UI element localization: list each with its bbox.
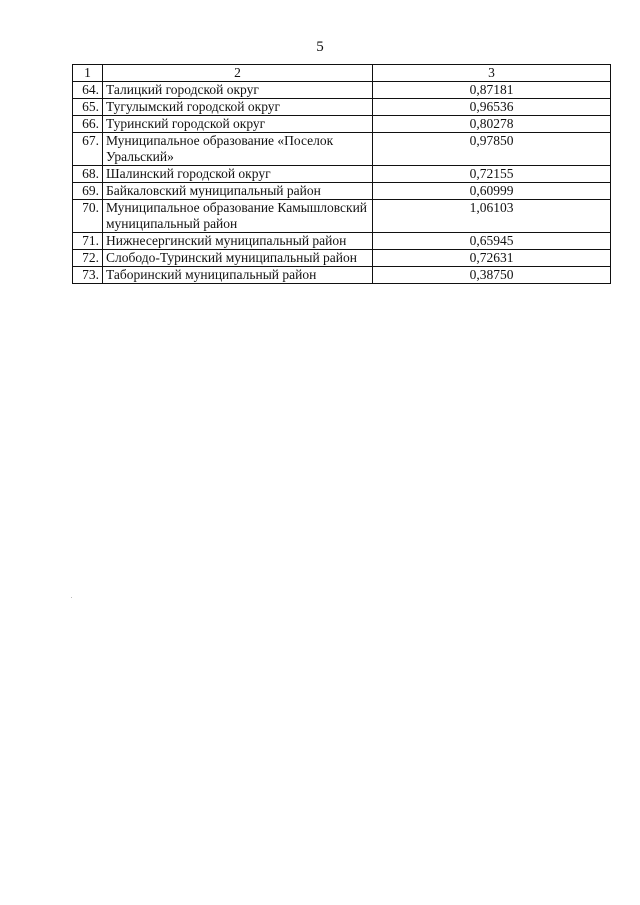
table-row: [73, 99, 611, 116]
table-header-row: [73, 65, 611, 82]
coefficient-value: 0,87181: [373, 82, 611, 99]
coefficient-value: 0,97850: [373, 133, 611, 166]
row-number: 66.: [73, 116, 103, 133]
coefficient-value: 1,06103: [373, 200, 611, 233]
municipality-name: Байкаловский муниципальный район: [103, 183, 373, 200]
coefficient-value: 0,80278: [373, 116, 611, 133]
municipality-name: Таборинский муниципальный район: [103, 267, 373, 284]
municipality-name: Шалинский городской округ: [103, 166, 373, 183]
row-number: 70.: [73, 200, 103, 233]
data-table: [72, 64, 611, 284]
table-row: [73, 82, 611, 99]
table-row: [73, 116, 611, 133]
column-header-2: 2: [103, 65, 373, 82]
coefficient-value: 0,60999: [373, 183, 611, 200]
row-number: 64.: [73, 82, 103, 99]
page-number: 5: [316, 39, 324, 55]
municipality-name: Муниципальное образование Камышловский муниципальный район: [103, 200, 373, 233]
coefficient-value: 0,72631: [373, 250, 611, 267]
row-number: 72.: [73, 250, 103, 267]
column-header-1: 1: [73, 65, 103, 82]
row-number: 67.: [73, 133, 103, 166]
table-row: [73, 166, 611, 183]
municipality-name: Слободо-Туринский муниципальный район: [103, 250, 373, 267]
row-number: 68.: [73, 166, 103, 183]
municipality-name: Талицкий городской округ: [103, 82, 373, 99]
table-row: [73, 233, 611, 250]
row-number: 69.: [73, 183, 103, 200]
coefficient-value: 0,96536: [373, 99, 611, 116]
column-header-3: 3: [373, 65, 611, 82]
row-number: 65.: [73, 99, 103, 116]
coefficient-value: 0,65945: [373, 233, 611, 250]
row-number: 73.: [73, 267, 103, 284]
municipality-name: Туринский городской округ: [103, 116, 373, 133]
table-row: [73, 133, 611, 166]
table-row: [73, 250, 611, 267]
table-row: [73, 183, 611, 200]
scan-speck: [71, 597, 72, 598]
municipality-name: Тугулымский городской округ: [103, 99, 373, 116]
coefficient-value: 0,72155: [373, 166, 611, 183]
coefficient-value: 0,38750: [373, 267, 611, 284]
row-number: 71.: [73, 233, 103, 250]
table-row: [73, 267, 611, 284]
municipality-name: Нижнесергинский муниципальный район: [103, 233, 373, 250]
table-row: [73, 200, 611, 233]
municipality-name: Муниципальное образование «Поселок Уральский»: [103, 133, 373, 166]
